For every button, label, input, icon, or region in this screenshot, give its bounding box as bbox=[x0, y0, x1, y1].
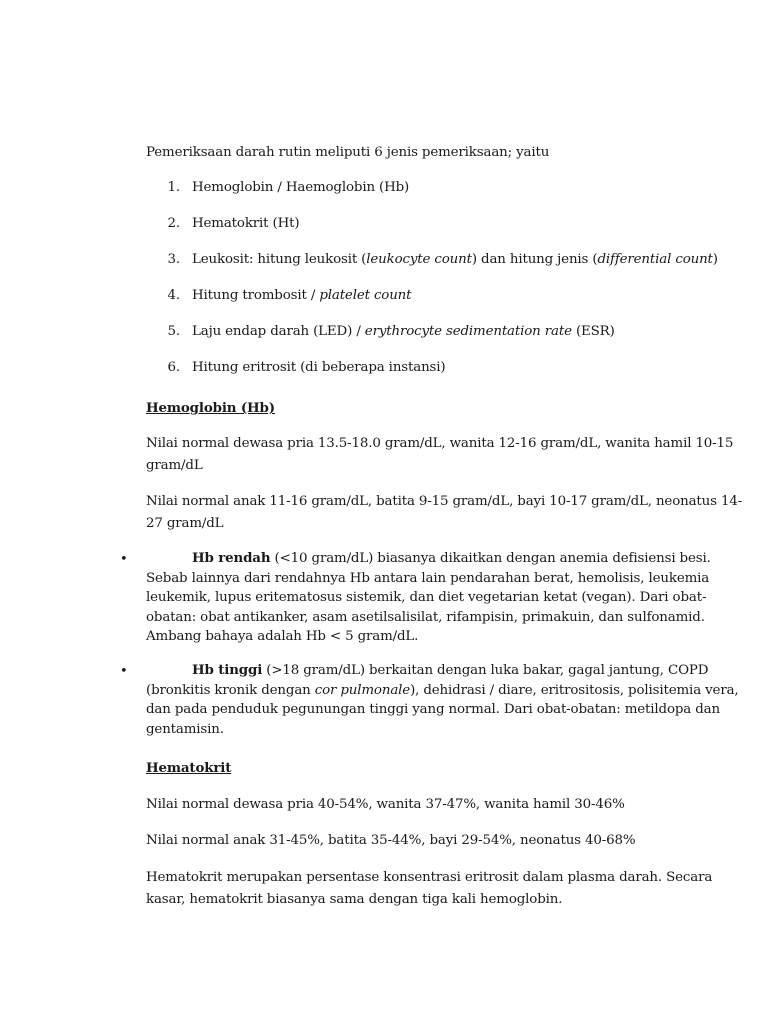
hb-normal-child-text: Nilai normal anak 11-16 gram/dL, batita 9-15 gram/dL, bayi 10-17 gram/dL, neonatus 14- 27 gram/dL bbox=[146, 494, 743, 531]
ht-normal-adult: Nilai normal dewasa pria 40-54%, wanita 37-47%, wanita hamil 30-46% bbox=[146, 797, 625, 812]
section-heading-hematokrit: Hematokrit bbox=[146, 760, 232, 776]
list-item-text: Hematokrit (Ht) bbox=[192, 216, 300, 231]
hb-high-label: Hb tinggi bbox=[192, 662, 263, 678]
list-item-text: Hemoglobin / Haemoglobin (Hb) bbox=[192, 180, 410, 195]
list-number: 6. bbox=[167, 360, 180, 375]
hb-low-bullet: Hb rendah (<10 gram/dL) biasanya dikaitkan dengan anemia defisiensi besi. Sebab lainnya dari rendahnya Hb antara lain pendarahan berat, hemolisis, leukemia leukemik, lupus eritematosus sistemik, dan diet vegetarian ketat (vegan). Dari obat- obatan: obat antikanker, asam asetilsalisilat, rifampisin, primakuin, dan sulfonamid. Ambang bahaya adalah Hb < 5 gram/dL. bbox=[146, 550, 711, 644]
hb-low-label: Hb rendah bbox=[192, 550, 271, 566]
list-number: 5. bbox=[167, 324, 180, 339]
hb-normal-adult: Nilai normal dewasa pria 13.5-18.0 gram/dL, wanita 12-16 gram/dL, wanita hamil 10-15 gram/dL bbox=[146, 436, 734, 473]
hb-high-bullet: Hb tinggi (>18 gram/dL) berkaitan dengan luka bakar, gagal jantung, COPD (bronkitis kronik dengan cor pulmonale), dehidrasi / diare, eritrositosis, polisitemia vera, dan pada penduduk pegunungan tinggi yang normal. Dari obat-obatan: metildopa dan gentamisin. bbox=[146, 662, 739, 737]
section-heading-hemoglobin: Hemoglobin (Hb) bbox=[146, 400, 275, 416]
list-number: 2. bbox=[167, 216, 180, 231]
bullet-icon: • bbox=[120, 664, 128, 679]
list-item-text: Laju endap darah (LED) / erythrocyte sedimentation rate (ESR) bbox=[192, 324, 615, 339]
list-number: 1. bbox=[167, 180, 180, 195]
ht-description: Hematokrit merupakan persentase konsentrasi eritrosit dalam plasma darah. Secara kasar, hematokrit biasanya sama dengan tiga kali hemoglobin. bbox=[146, 870, 713, 907]
list-number: 3. bbox=[167, 252, 180, 267]
list-item-text: Leukosit: hitung leukosit (leukocyte count) dan hitung jenis (differential count) bbox=[192, 252, 718, 267]
intro-text: Pemeriksaan darah rutin meliputi 6 jenis pemeriksaan; yaitu bbox=[146, 145, 550, 160]
list-item-text: Hitung eritrosit (di beberapa instansi) bbox=[192, 360, 446, 375]
ht-normal-child: Nilai normal anak 31-45%, batita 35-44%, bayi 29-54%, neonatus 40-68% bbox=[146, 833, 636, 848]
list-item-text: Hitung trombosit / platelet count bbox=[192, 288, 412, 303]
bullet-icon: • bbox=[120, 552, 128, 567]
list-number: 4. bbox=[167, 288, 180, 303]
